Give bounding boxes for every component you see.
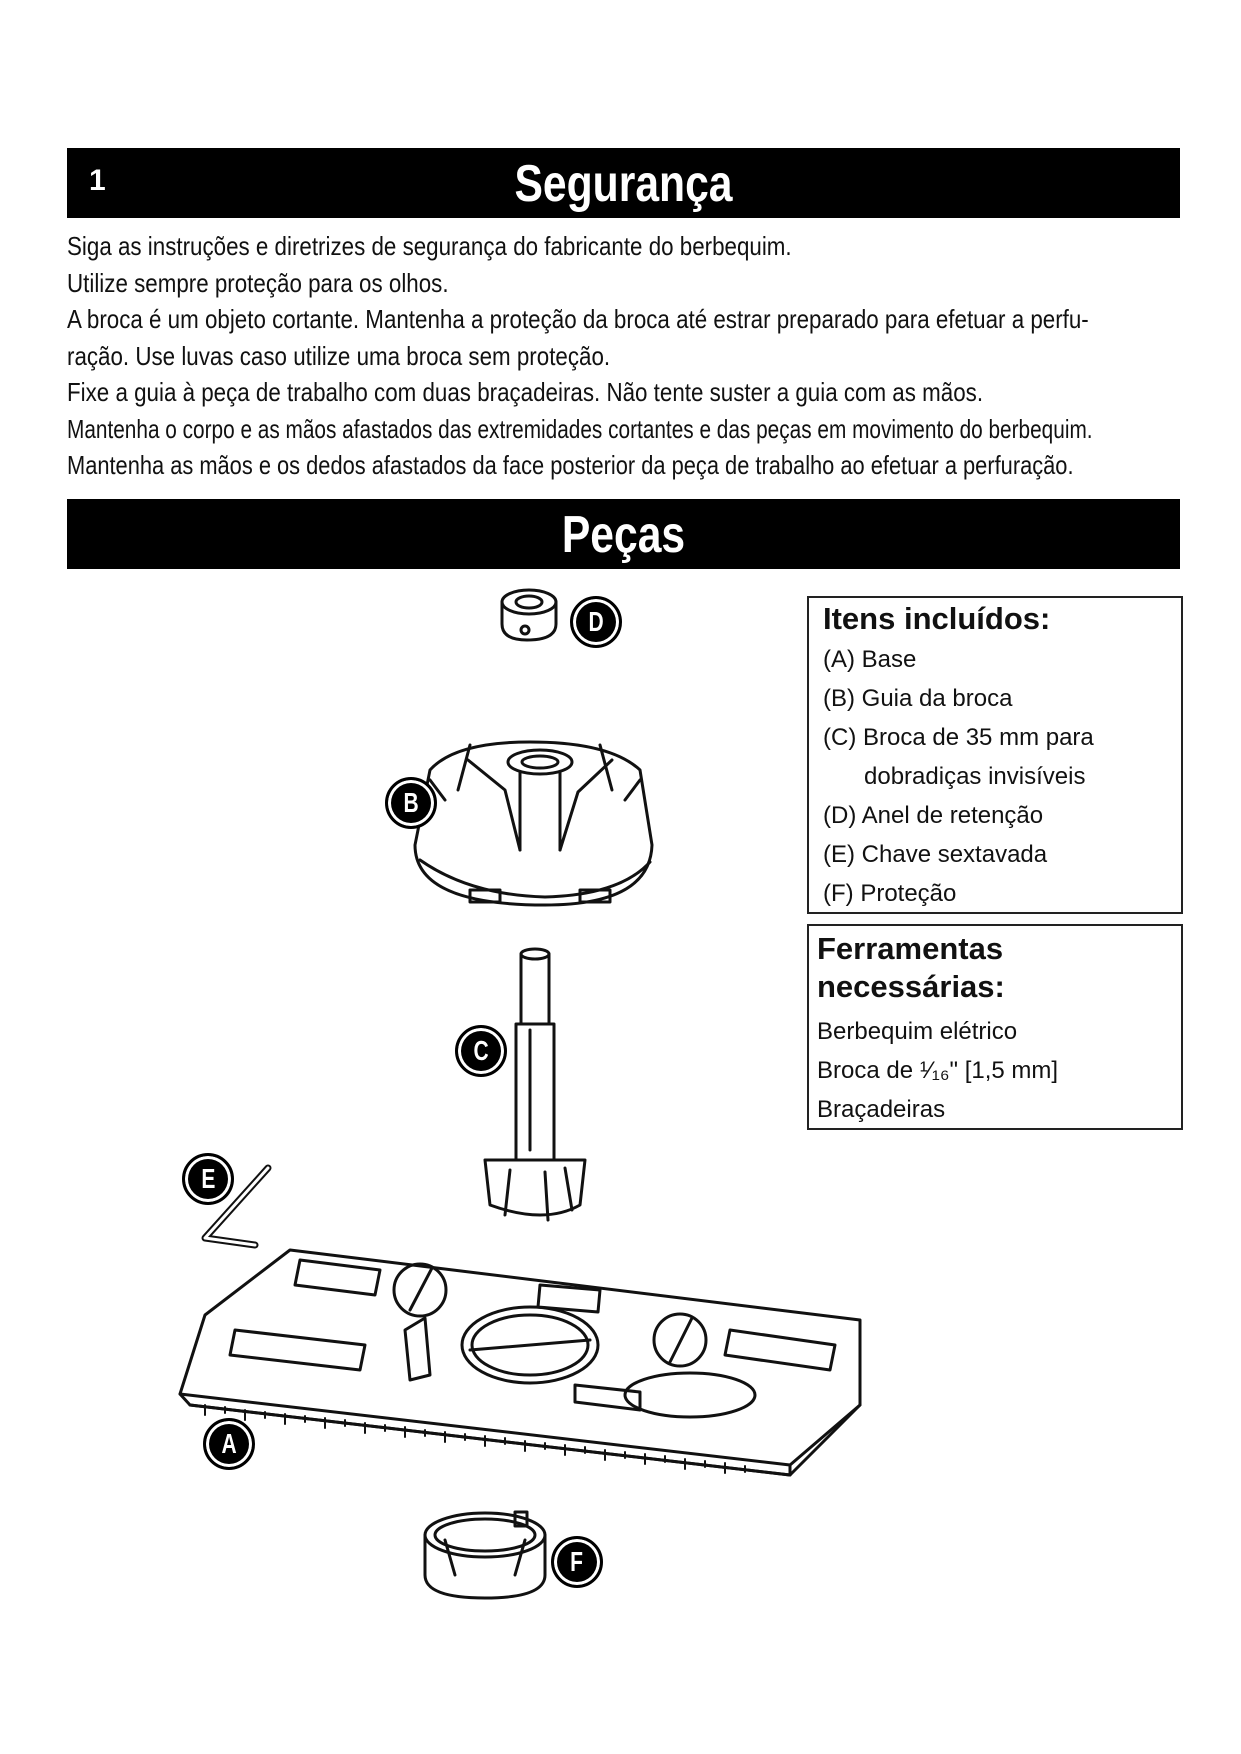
list-item: Braçadeiras: [817, 1096, 946, 1123]
section-number: 1: [89, 164, 106, 197]
part-label-f-text: F: [570, 1546, 584, 1577]
part-label-b: [385, 777, 437, 829]
list-item: (A) Base: [823, 646, 917, 673]
part-label-e: [182, 1153, 234, 1205]
list-item: (E) Chave sextavada: [823, 841, 1048, 868]
part-label-a-text: A: [221, 1428, 237, 1459]
retaining-ring-drawing: [502, 590, 556, 640]
part-label-f: [551, 1536, 603, 1588]
part-label-d: [570, 596, 622, 648]
guard-drawing: [425, 1512, 545, 1598]
safety-line: Fixe a guia à peça de trabalho com duas braçadeiras. Não tente suster a guia com as mãos.: [67, 377, 984, 407]
list-item: Berbequim elétrico: [817, 1018, 1018, 1045]
list-item: (B) Guia da broca: [823, 685, 1013, 712]
part-label-b-text: B: [403, 787, 419, 818]
safety-title: Segurança: [514, 155, 733, 213]
safety-line: A broca é um objeto cortante. Mantenha a proteção da broca até estrar preparado para efetuar a perfu-: [67, 304, 1089, 334]
list-item: (C) Broca de 35 mm para: [823, 724, 1094, 751]
safety-line: Mantenha o corpo e as mãos afastados das extremidades cortantes e das peças em movimento do berbequim.: [67, 413, 1093, 444]
parts-title: Peças: [561, 506, 686, 564]
required-tools-heading: Ferramentas necessárias:: [817, 931, 1005, 1004]
part-label-d-text: D: [588, 606, 604, 637]
safety-line: Siga as instruções e diretrizes de segurança do fabricante do berbequim.: [67, 231, 792, 261]
base-drawing: [180, 1250, 860, 1475]
part-label-c: [455, 1025, 507, 1077]
safety-line: Utilize sempre proteção para os olhos.: [67, 267, 449, 298]
safety-line: Mantenha as mãos e os dedos afastados da face posterior da peça de trabalho ao efetuar a perfuração.: [67, 450, 1074, 480]
list-item: (F) Proteção: [823, 880, 957, 907]
included-items-heading: Itens incluídos:: [823, 601, 1051, 636]
list-item: dobradiças invisíveis: [864, 763, 1086, 790]
part-label-c-text: C: [473, 1035, 489, 1066]
safety-line: ração. Use luvas caso utilize uma broca sem proteção.: [67, 340, 611, 371]
forstner-bit-drawing: [485, 949, 585, 1220]
list-item: (D) Anel de retenção: [823, 802, 1044, 829]
part-label-a: [203, 1418, 255, 1470]
drill-guide-drawing: [415, 742, 652, 905]
list-item: Broca de ¹⁄₁₆" [1,5 mm]: [817, 1057, 1059, 1084]
part-label-e-text: E: [200, 1163, 216, 1194]
